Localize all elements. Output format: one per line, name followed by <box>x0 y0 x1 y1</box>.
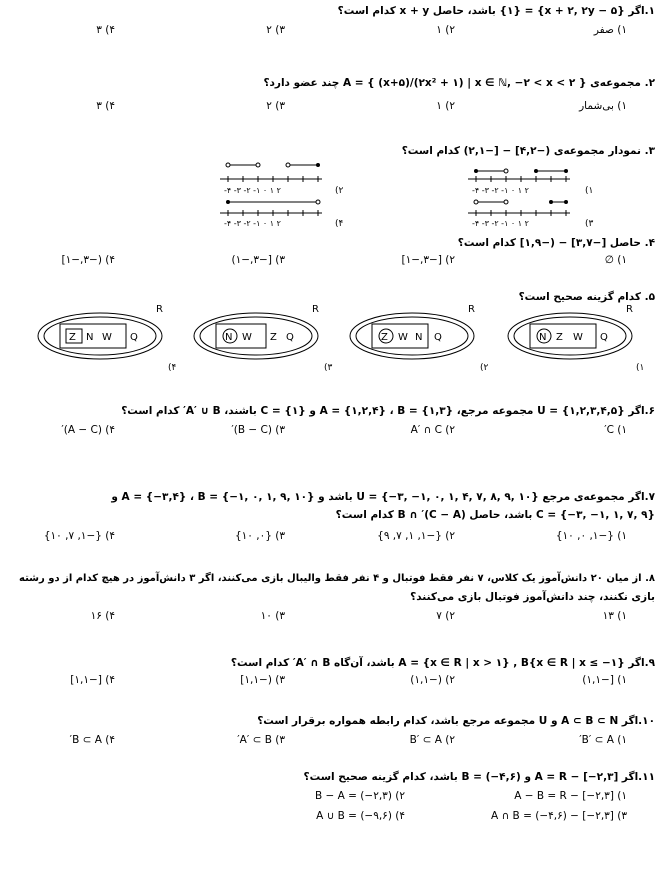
q6-option-1[interactable]: ۱) C′ <box>604 424 627 436</box>
q7-line2: C = {−۳, −۱, ۱, ۷, ۹} باشد، حاصل (C − A)′ ∩ B کدام است؟ <box>335 509 655 521</box>
q1-option-4[interactable]: ۴) ۳ <box>96 24 115 36</box>
q5-d2-a: Z <box>381 332 388 343</box>
q5-d3-r: R <box>312 304 319 315</box>
q8-option-3[interactable]: ۳) ۱۰ <box>260 610 285 622</box>
q4-option-2[interactable]: ۲) [−۳,−۱] <box>401 254 455 266</box>
q3-ticks-4: -۴ -۳ -۲ -۱ ۰ ۱ ۲ <box>224 219 281 228</box>
q3-ticks-2: -۴ -۳ -۲ -۱ ۰ ۱ ۲ <box>224 186 281 195</box>
q5-stem: ۵. کدام گزینه صحیح است؟ <box>518 291 655 303</box>
q4-options <box>8 254 655 268</box>
q1-stem: ۱.اگر {x + ۲, ۲y − ۵} = {۱} باشد، حاصل x + y کدام است؟ <box>337 5 655 17</box>
q3-option-3-line[interactable] <box>468 200 594 228</box>
q7-option-2[interactable]: ۲) {−۱, ۱, ۷, ۹} <box>377 530 455 542</box>
q4-option-4[interactable]: ۴) (−۳,−۱] <box>61 254 115 266</box>
q5-d4-a: Z <box>69 332 76 343</box>
q5-d1-c: W <box>573 332 583 343</box>
q6-stem: ۶.اگر U = {۱,۲,۳,۴,۵} مجموعه مرجع، A = {۱,۲,۴} ، B = {۱,۳} و C = {۱} باشند، A′ ∪ B′ کدام است؟ <box>121 405 655 417</box>
q9-option-4[interactable]: ۴) [−۱,۱] <box>70 674 115 686</box>
q5-d4-c: W <box>102 332 112 343</box>
q5-d2-b: W <box>398 332 408 343</box>
q5-d1-r: R <box>626 304 633 315</box>
q1-options <box>8 24 655 38</box>
q7-option-3[interactable]: ۳) {۰, ۱۰} <box>234 530 285 542</box>
q9-stem: ۹.اگر A = {x ∈ R | x > ۱} , B{x ∈ R | x ≤ −۱} باشد، آن‌گاه A′ ∩ B′ کدام است؟ <box>230 657 655 669</box>
q5-d1-a: N <box>539 332 547 343</box>
q11-option-4[interactable]: ۴) A ∪ B = (−۹,۶) <box>316 810 405 822</box>
q5-d4-b: N <box>86 332 94 343</box>
q5-d4-r: R <box>156 304 163 315</box>
q3-label-1: (۱ <box>585 186 594 196</box>
q8-option-1[interactable]: ۱) ۱۳ <box>602 610 627 622</box>
q6-option-3[interactable]: ۳) (B − C)′ <box>231 424 285 436</box>
q5-d3-c: Z <box>270 332 277 343</box>
q5-diagram-3[interactable] <box>194 304 333 373</box>
q5-venn-diagrams <box>30 304 655 374</box>
q5-d1-b: Z <box>556 332 563 343</box>
q2-stem: ۲. مجموعه‌ی A = { (x+۵)/(۲x² + ۱) | x ∈ ℕ, −۲ < x < ۲ } چند عضو دارد؟ <box>263 77 655 89</box>
q11-options-row1 <box>8 790 655 804</box>
q10-option-1[interactable]: ۱) B′ ⊂ A′ <box>579 734 627 746</box>
q5-d2-label: (۲ <box>480 363 489 373</box>
q3-option-2-line[interactable] <box>220 163 344 196</box>
q11-option-3[interactable]: ۳) A ∩ B = (−۴,۶) − [−۲,۳] <box>491 810 627 822</box>
q4-option-1[interactable]: ۱) ∅ <box>604 254 627 266</box>
q5-d1-label: (۱ <box>636 363 645 373</box>
q5-d2-r: R <box>468 304 475 315</box>
q5-d4-label: (۴ <box>168 363 177 373</box>
q5-diagram-4[interactable] <box>38 304 177 373</box>
q8-line1: ۸. از میان ۲۰ دانش‌آموز یک کلاس، ۷ نفر فقط فوتبال و ۴ نفر فقط والیبال بازی می‌کنند، اگر ۳ دانش‌آموز در هیچ کدام از دو رشته <box>19 573 655 584</box>
q5-d4-d: Q <box>130 332 138 343</box>
q8-options <box>8 610 655 624</box>
q7-line1: ۷.اگر مجموعه‌ی مرجع U = {−۳, −۱, ۰, ۱, ۴, ۷, ۸, ۹, ۱۰} باشد و A = {−۳,۴} ، B = {−۱, ۰, ۱, ۹, ۱۰} و <box>111 491 655 503</box>
q10-stem: ۱۰.اگر A ⊂ B ⊂ N و U مجموعه مرجع باشد، کدام رابطه همواره برقرار است؟ <box>257 715 655 727</box>
q9-options <box>8 674 655 688</box>
q5-d3-d: Q <box>286 332 294 343</box>
q9-option-1[interactable]: ۱) [−۱,۱) <box>582 674 627 686</box>
q3-stem: ۳. نمودار مجموعه‌ی (−۴,۲] − [−۲,۱) کدام است؟ <box>401 145 655 157</box>
q2-option-1[interactable]: ۱) بی‌شمار <box>579 100 627 112</box>
q2-option-4[interactable]: ۴) ۳ <box>96 100 115 112</box>
q5-d3-a: N <box>225 332 233 343</box>
q10-option-4[interactable]: ۴) B ⊂ A′ <box>69 734 115 746</box>
q10-options <box>8 734 655 748</box>
q2-option-3[interactable]: ۳) ۲ <box>266 100 285 112</box>
q3-option-4-line[interactable] <box>220 200 344 228</box>
q5-d3-b: W <box>242 332 252 343</box>
q10-option-3[interactable]: ۳) A′ ⊂ B′ <box>237 734 285 746</box>
q11-option-1[interactable]: ۱) A − B = R − [−۲,۳] <box>514 790 627 802</box>
q3-ticks-3: -۴ -۳ -۲ -۱ ۰ ۱ ۲ <box>472 219 529 228</box>
q7-option-4[interactable]: ۴) {−۱, ۷, ۱۰} <box>43 530 115 542</box>
q4-option-3[interactable]: ۳) [−۳,−۱) <box>231 254 285 266</box>
q6-option-4[interactable]: ۴) (A − C)′ <box>61 424 115 436</box>
q10-option-2[interactable]: ۲) B′ ⊂ A <box>409 734 455 746</box>
q3-label-4: (۴ <box>335 219 344 228</box>
q3-number-lines <box>200 158 655 228</box>
q11-options-row2 <box>8 810 655 824</box>
q3-option-1-line[interactable] <box>468 169 593 196</box>
q4-stem: ۴. حاصل [−۳,۷] − (−۱,۹] کدام است؟ <box>457 237 655 249</box>
q9-option-3[interactable]: ۳) (−۱,۱] <box>240 674 285 686</box>
q3-label-3: (۳ <box>585 219 594 228</box>
q3-label-2: (۲ <box>335 186 344 196</box>
q1-option-1[interactable]: ۱) صفر <box>593 24 627 36</box>
q5-d2-c: N <box>415 332 423 343</box>
q2-option-2[interactable]: ۲) ۱ <box>436 100 455 112</box>
q5-d1-d: Q <box>600 332 608 343</box>
q1-option-2[interactable]: ۲) ۱ <box>436 24 455 36</box>
q3-ticks-1: -۴ -۳ -۲ -۱ ۰ ۱ ۲ <box>472 186 529 195</box>
q8-option-2[interactable]: ۲) ۷ <box>436 610 455 622</box>
q1-option-3[interactable]: ۳) ۲ <box>266 24 285 36</box>
q5-d2-d: Q <box>434 332 442 343</box>
q7-options <box>8 530 655 544</box>
q8-option-4[interactable]: ۴) ۱۶ <box>90 610 115 622</box>
q5-d3-label: (۳ <box>324 363 333 373</box>
q11-stem: ۱۱.اگر A = R − [−۲,۳] و B = (−۴,۶) باشد، کدام گزینه صحیح است؟ <box>303 771 655 783</box>
q9-option-2[interactable]: ۲) (−۱,۱) <box>410 674 455 686</box>
q11-option-2[interactable]: ۲) B − A = (−۲,۳) <box>314 790 405 802</box>
q2-options <box>8 100 655 114</box>
q6-option-2[interactable]: ۲) A′ ∩ C <box>410 424 455 436</box>
q7-option-1[interactable]: ۱) {−۱, ۰, ۱۰} <box>555 530 627 542</box>
q8-line2: بازی نکنند، چند دانش‌آموز فوتبال بازی می‌کنند؟ <box>410 591 655 603</box>
q5-diagram-1[interactable] <box>508 304 644 373</box>
q6-options <box>8 424 655 438</box>
q5-diagram-2[interactable] <box>350 304 489 373</box>
